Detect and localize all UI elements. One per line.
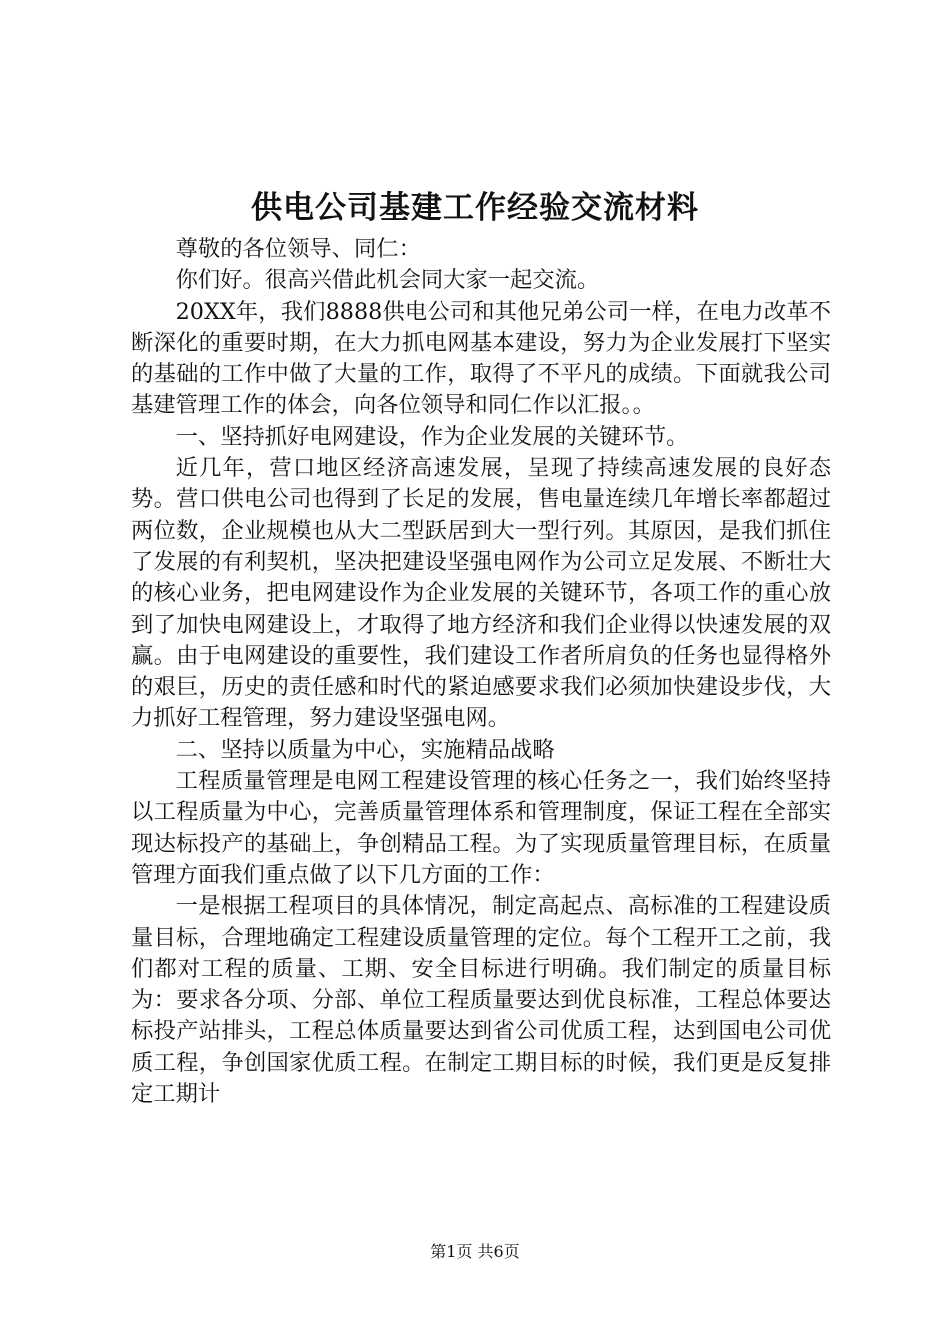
- paragraph-intro: 20XX年，我们8888供电公司和其他兄弟公司一样，在电力改革不断深化的重要时期，在大力抓电网基本建设，努力为企业发展打下坚实的基础的工作中做了大量的工作，取得了不平凡的成绩。下面就我公司基建管理工作的体会，向各位领导和同仁作以汇报。。: [131, 298, 831, 419]
- paragraph-section-2-point-1: 一是根据工程项目的具体情况，制定高起点、高标准的工程建设质量目标，合理地确定工程建设质量管理的定位。每个工程开工之前，我们都对工程的质量、工期、安全目标进行明确。我们制定的质量目标为：要求各分项、分部、单位工程质量要达到优良标准，工程总体要达标投产站排头，工程总体质量要达到省公司优质工程，达到国电公司优质工程，争创国家优质工程。在制定工期目标的时候，我们更是反复排定工期计: [131, 893, 831, 1108]
- page-footer: [0, 1240, 950, 1264]
- page-suffix: 页: [503, 1242, 520, 1261]
- section-heading-1: 一、坚持抓好电网建设，作为企业发展的关键环节。: [175, 423, 689, 450]
- paragraph-greeting: 你们好。很高兴借此机会同大家一起交流。: [175, 267, 600, 294]
- page-mid: 页 共: [456, 1242, 494, 1261]
- document-body: [131, 234, 831, 1110]
- page-prefix: 第: [430, 1242, 447, 1261]
- paragraph-section-2: 工程质量管理是电网工程建设管理的核心任务之一，我们始终坚持以工程质量为中心，完善质量管理体系和管理制度，保证工程在全部实现达标投产的基础上，争创精品工程。为了实现质量管理目标，在质量管理方面我们重点做了以下几方面的工作：: [131, 768, 831, 888]
- paragraph-section-1: 近几年，营口地区经济高速发展，呈现了持续高速发展的良好态势。营口供电公司也得到了长足的发展，售电量连续几年增长率都超过两位数，企业规模也从大二型跃居到大一型行列。其原因，是我们抓住了发展的有利契机，坚决把建设坚强电网作为公司立足发展、不断壮大的核心业务，把电网建设作为企业发展的关键环节，各项工作的重心放到了加快电网建设上，才取得了地方经济和我们企业得以快速发展的双赢。由于电网建设的重要性，我们建设工作者所肩负的任务也显得格外的艰巨，历史的责任感和时代的紧迫感要求我们必须加快建设步伐，大力抓好工程管理，努力建设坚强电网。: [131, 455, 831, 732]
- document-title: 供电公司基建工作经验交流材料: [251, 190, 699, 226]
- page-total: 6: [493, 1242, 504, 1261]
- page-current: 1: [446, 1242, 457, 1261]
- paragraph-salutation: 尊敬的各位领导、同仁：: [175, 236, 421, 262]
- section-heading-2: 二、坚持以质量为中心，实施精品战略: [175, 736, 555, 763]
